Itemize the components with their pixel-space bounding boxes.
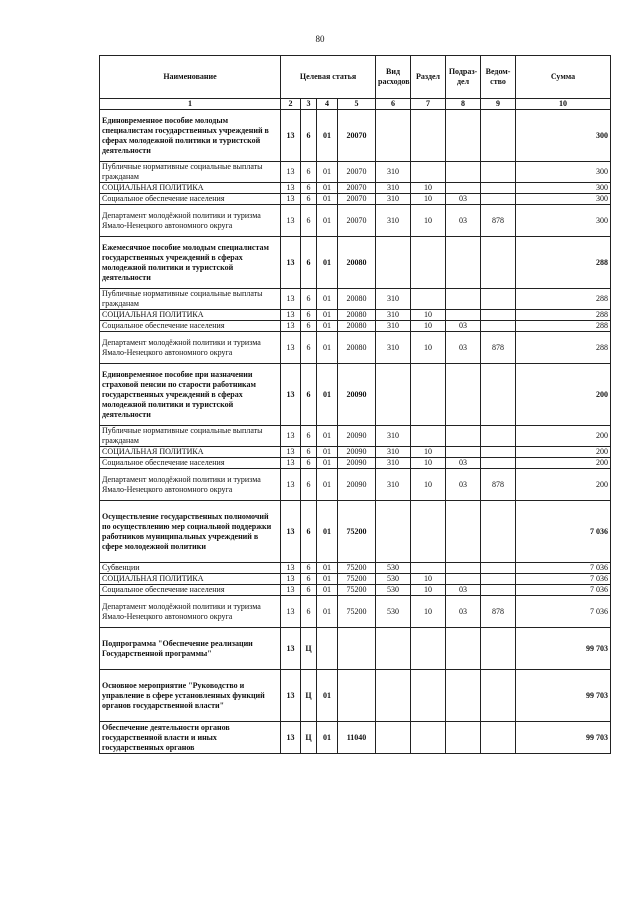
cell-vid [376,722,411,754]
cell-c3: 01 [317,458,338,469]
cell-vid: 310 [376,289,411,310]
cell-c4: 20080 [338,321,376,332]
cell-name: Социальное обеспечение населения [100,585,281,596]
cell-pod [446,162,481,183]
cell-c4: 20070 [338,162,376,183]
cell-razdel: 10 [411,310,446,321]
cell-ved [481,670,516,722]
cell-ved [481,458,516,469]
cell-c1: 13 [281,596,301,628]
cell-c3: 01 [317,447,338,458]
cell-c3: 01 [317,289,338,310]
cell-pod [446,563,481,574]
cell-vid: 310 [376,447,411,458]
cell-vid: 310 [376,426,411,447]
cell-pod [446,574,481,585]
cell-razdel: 10 [411,458,446,469]
cell-c3: 01 [317,310,338,321]
cell-c1: 13 [281,162,301,183]
cell-c4: 20090 [338,469,376,501]
cell-vid [376,501,411,563]
cell-c4: 75200 [338,574,376,585]
cell-c3: 01 [317,501,338,563]
cell-c4: 20090 [338,364,376,426]
cell-c1: 13 [281,183,301,194]
cell-razdel [411,670,446,722]
cell-name: Основное мероприятие "Руководство и управление в сфере установленных функций органов государственной власти" [100,670,281,722]
table-row [100,458,611,469]
cell-c2: Ц [301,722,317,754]
cell-razdel [411,563,446,574]
cell-name: Субвенции [100,563,281,574]
cell-c2: 6 [301,205,317,237]
cell-ved [481,310,516,321]
table-row [100,447,611,458]
header-razdel: Раздел [411,56,446,99]
header-target: Целевая статья [281,56,376,99]
cell-sum: 200 [516,426,611,447]
table-row [100,237,611,289]
cell-pod: 03 [446,194,481,205]
header-vid: Вид расходов [376,56,411,99]
cell-sum: 300 [516,183,611,194]
cell-vid [376,237,411,289]
cell-sum: 288 [516,310,611,321]
cell-ved [481,110,516,162]
col-number: 7 [411,99,446,110]
cell-c1: 13 [281,289,301,310]
cell-c3: 01 [317,574,338,585]
cell-vid: 310 [376,162,411,183]
cell-c4: 20080 [338,237,376,289]
cell-c4: 20090 [338,458,376,469]
cell-razdel [411,364,446,426]
cell-pod [446,310,481,321]
cell-pod [446,364,481,426]
cell-pod [446,722,481,754]
cell-c3: 01 [317,596,338,628]
cell-name: Единовременное пособие молодым специалистам государственных учреждений в сферах молодежной политики и туристской деятельности [100,110,281,162]
cell-vid [376,110,411,162]
cell-ved [481,574,516,585]
table-body [100,110,611,754]
cell-vid: 310 [376,205,411,237]
cell-c4 [338,670,376,722]
table-row [100,364,611,426]
cell-ved [481,563,516,574]
cell-vid [376,628,411,670]
cell-pod: 03 [446,596,481,628]
cell-pod: 03 [446,458,481,469]
cell-name: Департамент молодёжной политики и туризма Ямало-Ненецкого автономного округа [100,596,281,628]
cell-name: СОЦИАЛЬНАЯ ПОЛИТИКА [100,447,281,458]
cell-ved: 878 [481,596,516,628]
cell-vid: 310 [376,194,411,205]
col-number: 1 [100,99,281,110]
cell-c1: 13 [281,628,301,670]
col-number: 9 [481,99,516,110]
cell-ved [481,628,516,670]
cell-vid [376,670,411,722]
cell-c3: 01 [317,364,338,426]
cell-razdel [411,289,446,310]
cell-sum: 200 [516,447,611,458]
cell-c4: 11040 [338,722,376,754]
cell-vid: 310 [376,310,411,321]
cell-razdel: 10 [411,596,446,628]
cell-c1: 13 [281,585,301,596]
cell-ved [481,501,516,563]
cell-name: Ежемесячное пособие молодым специалистам государственных учреждений в сферах молодежной политики и туристской деятельности [100,237,281,289]
cell-c4: 75200 [338,501,376,563]
cell-vid: 530 [376,585,411,596]
cell-ved [481,426,516,447]
cell-c4: 20090 [338,426,376,447]
cell-c3: 01 [317,110,338,162]
cell-c2: 6 [301,289,317,310]
cell-vid: 530 [376,596,411,628]
cell-c2: 6 [301,321,317,332]
cell-c3: 01 [317,237,338,289]
cell-c1: 13 [281,501,301,563]
cell-name: СОЦИАЛЬНАЯ ПОЛИТИКА [100,183,281,194]
cell-c3: 01 [317,194,338,205]
cell-razdel: 10 [411,194,446,205]
cell-c2: 6 [301,332,317,364]
cell-c4: 20070 [338,205,376,237]
cell-c1: 13 [281,364,301,426]
cell-c1: 13 [281,194,301,205]
cell-c3: 01 [317,585,338,596]
cell-pod [446,670,481,722]
cell-c1: 13 [281,205,301,237]
cell-c2: 6 [301,585,317,596]
cell-pod: 03 [446,469,481,501]
cell-c1: 13 [281,110,301,162]
cell-vid: 530 [376,563,411,574]
cell-name: Обеспечение деятельности органов государственной власти и иных государственных органов [100,722,281,754]
cell-sum: 200 [516,469,611,501]
cell-razdel: 10 [411,183,446,194]
cell-c4: 20070 [338,110,376,162]
cell-c2: 6 [301,194,317,205]
table-row [100,194,611,205]
cell-razdel: 10 [411,321,446,332]
header-row [100,56,611,99]
cell-c2: Ц [301,670,317,722]
cell-razdel: 10 [411,469,446,501]
cell-razdel: 10 [411,447,446,458]
cell-c4: 20080 [338,289,376,310]
cell-c4: 75200 [338,563,376,574]
cell-c2: 6 [301,501,317,563]
cell-c3: 01 [317,332,338,364]
cell-sum: 288 [516,237,611,289]
cell-name: СОЦИАЛЬНАЯ ПОЛИТИКА [100,574,281,585]
table-row [100,628,611,670]
cell-ved [481,447,516,458]
cell-ved [481,183,516,194]
cell-c3: 01 [317,670,338,722]
column-number-row [100,99,611,110]
cell-name: Департамент молодёжной политики и туризма Ямало-Ненецкого автономного округа [100,205,281,237]
cell-c2: Ц [301,628,317,670]
cell-name: СОЦИАЛЬНАЯ ПОЛИТИКА [100,310,281,321]
table-row [100,289,611,310]
cell-pod: 03 [446,321,481,332]
cell-c4: 20090 [338,447,376,458]
cell-c4: 75200 [338,585,376,596]
cell-ved [481,321,516,332]
cell-pod [446,447,481,458]
cell-sum: 7 036 [516,574,611,585]
cell-ved: 878 [481,469,516,501]
col-number: 6 [376,99,411,110]
cell-name: Департамент молодёжной политики и туризма Ямало-Ненецкого автономного округа [100,332,281,364]
cell-vid: 310 [376,458,411,469]
cell-razdel: 10 [411,574,446,585]
cell-c3: 01 [317,722,338,754]
header-name: Наименование [100,56,281,99]
cell-c1: 13 [281,469,301,501]
table-row [100,205,611,237]
cell-c2: 6 [301,364,317,426]
cell-pod: 03 [446,205,481,237]
cell-c2: 6 [301,574,317,585]
col-number: 10 [516,99,611,110]
budget-table [99,55,611,754]
cell-name: Публичные нормативные социальные выплаты гражданам [100,162,281,183]
table-row [100,563,611,574]
cell-ved [481,162,516,183]
col-number: 8 [446,99,481,110]
cell-c1: 13 [281,237,301,289]
header-summa: Сумма [516,56,611,99]
cell-c3: 01 [317,205,338,237]
cell-c2: 6 [301,563,317,574]
cell-pod: 03 [446,585,481,596]
cell-name: Единовременное пособие при назначении страховой пенсии по старости работникам государственных учреждений в сферах молодежной политики и туристской деятельности [100,364,281,426]
table-row [100,162,611,183]
cell-razdel [411,501,446,563]
cell-c2: 6 [301,458,317,469]
cell-c3 [317,628,338,670]
header-vedomstvo: Ведом-ство [481,56,516,99]
cell-pod [446,289,481,310]
table-row [100,585,611,596]
header-podrazdel: Подраз-дел [446,56,481,99]
table-row [100,310,611,321]
cell-c3: 01 [317,563,338,574]
cell-pod [446,183,481,194]
cell-c1: 13 [281,563,301,574]
cell-c3: 01 [317,183,338,194]
cell-ved: 878 [481,205,516,237]
cell-c3: 01 [317,426,338,447]
cell-c1: 13 [281,458,301,469]
cell-razdel: 10 [411,332,446,364]
cell-c2: 6 [301,237,317,289]
cell-name: Подпрограмма "Обеспечение реализации Государственной программы" [100,628,281,670]
cell-sum: 300 [516,162,611,183]
cell-sum: 99 703 [516,628,611,670]
cell-name: Социальное обеспечение населения [100,194,281,205]
cell-c1: 13 [281,670,301,722]
cell-pod [446,501,481,563]
cell-sum: 7 036 [516,585,611,596]
cell-sum: 300 [516,205,611,237]
cell-c1: 13 [281,574,301,585]
cell-razdel [411,110,446,162]
cell-vid: 530 [376,574,411,585]
cell-razdel [411,628,446,670]
cell-name: Осуществление государственных полномочий по осуществлению мер социальной поддержки работников муниципальных учреждений в сфере молодежной политики [100,501,281,563]
cell-pod [446,628,481,670]
cell-c3: 01 [317,469,338,501]
table-row [100,501,611,563]
cell-sum: 99 703 [516,722,611,754]
cell-razdel [411,426,446,447]
cell-ved [481,585,516,596]
cell-sum: 7 036 [516,596,611,628]
cell-c2: 6 [301,596,317,628]
cell-razdel [411,237,446,289]
table-row [100,469,611,501]
table-row [100,670,611,722]
table-row [100,722,611,754]
cell-sum: 288 [516,289,611,310]
cell-razdel [411,722,446,754]
cell-c3: 01 [317,162,338,183]
cell-c1: 13 [281,722,301,754]
cell-vid: 310 [376,332,411,364]
cell-c4: 20070 [338,194,376,205]
cell-ved [481,289,516,310]
cell-c2: 6 [301,426,317,447]
cell-c1: 13 [281,310,301,321]
cell-ved [481,364,516,426]
col-number: 2 [281,99,301,110]
table-row [100,426,611,447]
cell-c2: 6 [301,447,317,458]
cell-sum: 300 [516,194,611,205]
table-row [100,110,611,162]
cell-c2: 6 [301,162,317,183]
cell-c4: 75200 [338,596,376,628]
cell-c4: 20070 [338,183,376,194]
cell-razdel [411,162,446,183]
cell-name: Социальное обеспечение населения [100,321,281,332]
cell-pod [446,237,481,289]
cell-vid: 310 [376,321,411,332]
cell-c2: 6 [301,469,317,501]
cell-razdel: 10 [411,585,446,596]
cell-c2: 6 [301,310,317,321]
cell-ved [481,194,516,205]
cell-c1: 13 [281,426,301,447]
table-row [100,332,611,364]
cell-c3: 01 [317,321,338,332]
cell-name: Социальное обеспечение населения [100,458,281,469]
cell-name: Департамент молодёжной политики и туризма Ямало-Ненецкого автономного округа [100,469,281,501]
cell-sum: 200 [516,458,611,469]
cell-c1: 13 [281,447,301,458]
cell-c4 [338,628,376,670]
cell-ved [481,237,516,289]
cell-ved [481,722,516,754]
page-number: 80 [315,34,325,44]
cell-sum: 99 703 [516,670,611,722]
cell-c1: 13 [281,332,301,364]
cell-c1: 13 [281,321,301,332]
cell-vid: 310 [376,469,411,501]
table-row [100,183,611,194]
cell-razdel: 10 [411,205,446,237]
cell-sum: 7 036 [516,501,611,563]
cell-pod [446,426,481,447]
cell-pod: 03 [446,332,481,364]
table-row [100,574,611,585]
cell-c2: 6 [301,183,317,194]
cell-c2: 6 [301,110,317,162]
cell-pod [446,110,481,162]
table-row [100,596,611,628]
cell-name: Публичные нормативные социальные выплаты гражданам [100,426,281,447]
cell-c4: 20080 [338,310,376,321]
cell-sum: 200 [516,364,611,426]
cell-ved: 878 [481,332,516,364]
cell-vid: 310 [376,183,411,194]
col-number: 3 [301,99,317,110]
cell-c4: 20080 [338,332,376,364]
cell-sum: 288 [516,332,611,364]
cell-sum: 300 [516,110,611,162]
cell-sum: 288 [516,321,611,332]
cell-sum: 7 036 [516,563,611,574]
cell-vid [376,364,411,426]
table-row [100,321,611,332]
col-number: 4 [317,99,338,110]
col-number: 5 [338,99,376,110]
cell-name: Публичные нормативные социальные выплаты гражданам [100,289,281,310]
